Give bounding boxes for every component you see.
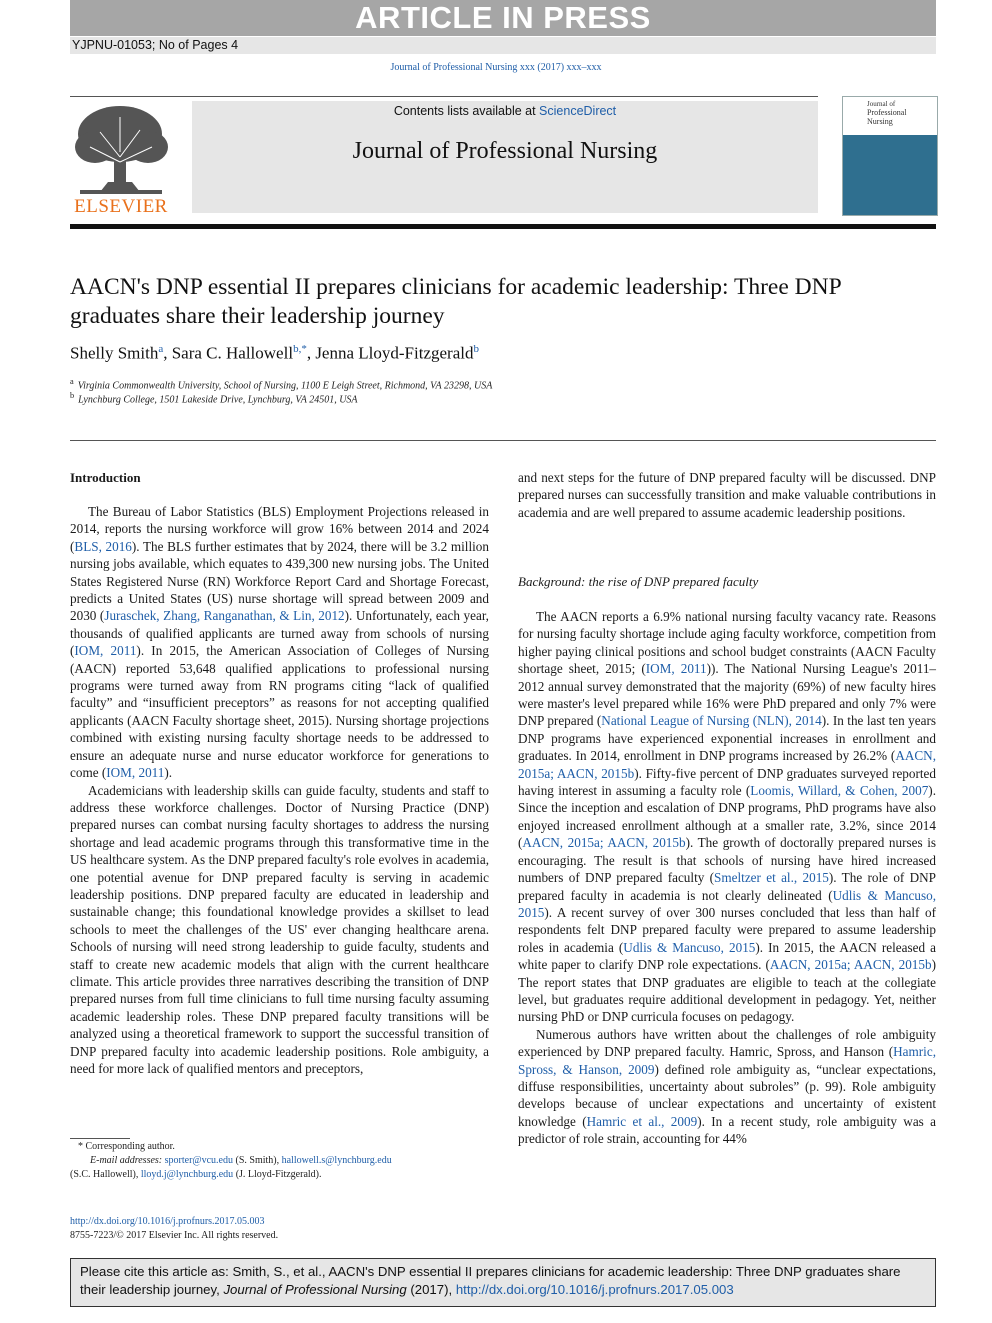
citation-link[interactable]: AACN, 2015a; AACN, 2015b (769, 957, 932, 973)
contents-prefix: Contents lists available at (393, 104, 540, 118)
document-id-bar (70, 37, 936, 54)
paragraph-text: ). In the last ten years DNP programs have experienced exponential increases in enrollment and graduates. In 2014, enrollment in DNP programs increased by 26.2% ( (518, 713, 936, 764)
email-owner: (J. Lloyd-Fitzgerald). (235, 1169, 322, 1180)
copyright-line: 8755-7223/© 2017 Elsevier Inc. All rights reserved. (70, 1230, 279, 1241)
cover-title-line-1: Journal of (867, 100, 896, 108)
email-link[interactable]: sporter@vcu.edu (164, 1155, 233, 1166)
email-addresses-cont (70, 1168, 322, 1182)
paragraph (70, 782, 489, 1078)
cover-title-line-3: Nursing (867, 117, 893, 126)
corresponding-author-label: Corresponding author. (85, 1141, 175, 1152)
affiliation-a (70, 377, 492, 391)
citation-link[interactable]: Smeltzer et al., 2015 (714, 870, 829, 886)
paragraph-text: The Bureau of Labor Statistics (BLS) Employment Projections released in 2014, reports the nursing workforce will grow 16% between 2014 and 2024 ( (70, 504, 489, 554)
citation-link[interactable]: IOM, 2011 (106, 765, 165, 781)
paragraph (518, 469, 936, 521)
citation-link[interactable]: BLS, 2016 (74, 538, 132, 554)
article-in-press-banner: ARTICLE IN PRESS (70, 0, 936, 36)
citation-link[interactable]: Hamric et al., 2009 (586, 1113, 698, 1129)
citation-link[interactable]: Udlis & Mancuso, 2015 (518, 887, 936, 920)
paragraph-text: The AACN reports a 6.9% national nursing faculty vacancy rate. Reasons for nursing faculty shortage include aging faculty workforce, competition from higher paying clinical positions and school budget constraints (AACN Faculty shortage sheet, 2015; ( (518, 609, 936, 677)
paragraph-text: ). The BLS further estimates that by 2024, there will be 3.2 million nursing jobs available, which equates to 439,300 new nursing jobs. The United States Registered Nurse (RN) Workforce Report Card and Shortage Forecast, predicts a United States (US) nurse shortage will spread between 2009 and 2030 ( (70, 538, 489, 624)
paragraph (70, 503, 489, 782)
author-name: Shelly Smith (70, 343, 159, 363)
section-heading-introduction: Introduction (70, 470, 141, 485)
left-column (70, 503, 489, 1077)
affiliation-b (70, 391, 358, 405)
paragraph-text: ). In a recent study, role ambiguity was a predictor of role strain, accounting for 44% (518, 1113, 937, 1147)
citation-link[interactable]: Loomis, Willard, & Cohen, 2007 (750, 783, 929, 799)
email-label: E-mail addresses: (90, 1155, 163, 1166)
paragraph-text: ). The role of DNP prepared faculty in academia is not clearly delineated ( (518, 870, 937, 903)
paragraph-text: Numerous authors have written about the challenges of role ambiguity experienced by DNP prepared faculty. Hamric, Spross, and Hanson ( (518, 1026, 936, 1060)
citation-link[interactable]: Juraschek, Zhang, Ranganathan, & Lin, 2012 (104, 608, 345, 624)
paragraph-text: ). Unfortunately, each year, thousands of qualified applicants are turned away from schools of nursing ( (70, 608, 489, 659)
right-column-top (518, 469, 936, 521)
footnote-rule (70, 1138, 130, 1139)
journal-reference-link[interactable]: Journal of Professional Nursing xxx (2017) xxx–xxx (390, 62, 602, 73)
affiliation-mark: a (70, 377, 74, 386)
affiliation-text: Lynchburg College, 1501 Lakeside Drive, Lynchburg, VA 24501, USA (78, 394, 358, 406)
email-owner: (S. Smith), (235, 1155, 280, 1166)
cover-title-line-2: Professional (867, 108, 907, 117)
paragraph-text: ). (164, 765, 173, 781)
citation-link[interactable]: Udlis & Mancuso, 2015 (623, 939, 756, 955)
journal-title[interactable]: Journal of Professional Nursing (352, 138, 658, 164)
citation-link[interactable]: AACN, 2015a; AACN, 2015b (518, 748, 936, 781)
footnote-mark: * (78, 1141, 83, 1152)
paragraph-text: ). Since the inception and escalation of DNP programs, PhD programs have also enjoyed increased enrollment although at a smaller rate, 3.2%, since 2014 ( (518, 783, 936, 851)
paragraph-text: ). A recent survey of over 300 nurses concluded that less than half of respondents felt DNP prepared faculty were prepared to assume leadership roles in academia ( (518, 904, 936, 955)
document-id: YJPNU-01053; No of Pages 4 (72, 38, 239, 52)
citation-link[interactable]: IOM, 2011 (74, 643, 137, 659)
paragraph-text: )). The National Nursing League's 2011–2012 annual survey demonstrated that the majority (69%) of new faculty hires were master's level prepared while 16% were PhD prepared and only 7% were DNP prepared ( (518, 661, 937, 729)
email-link[interactable]: lloyd.j@lynchburg.edu (140, 1169, 234, 1180)
author-list (70, 343, 479, 364)
paragraph (518, 608, 936, 1026)
doi-link[interactable]: http://dx.doi.org/10.1016/j.profnurs.2017.05.003 (70, 1216, 265, 1227)
paragraph-text: ). In 2015, the AACN released a white paper to clarify DNP role expectations. ( (518, 939, 936, 973)
author-affiliation-mark[interactable]: a (158, 343, 164, 355)
sciencedirect-link[interactable]: ScienceDirect (539, 104, 617, 118)
affiliation-text: Virginia Commonwealth University, School of Nursing, 1100 E Leigh Street, Richmond, VA 23298, USA (77, 380, 493, 392)
citation-doi-link[interactable]: http://dx.doi.org/10.1016/j.profnurs.2017.05.003 (455, 1282, 734, 1297)
abstract-separator-rule (70, 440, 936, 441)
author-affiliation-mark[interactable]: b,* (293, 343, 307, 355)
paragraph-text: ) The report states that DNP graduates are eligible to teach at the collegiate level, but graduates require additional development in pedagogy. Yet, neither nursing PhD or DNP curricula focuses on pedagogy. (518, 957, 936, 1025)
paragraph-text: ). The growth of doctorally prepared nurses is encouraging. The result is that schools of nursing have hired increased numbers of DNP prepared faculty ( (518, 835, 936, 886)
author-name: Jenna Lloyd-Fitzgerald (315, 343, 474, 363)
header-thick-rule (70, 224, 936, 229)
citation-link[interactable]: AACN, 2015a; AACN, 2015b (522, 835, 686, 851)
header-top-rule (70, 96, 818, 97)
citation-prefix: Please cite this article as: Smith, S., et al., AACN's DNP essential II prepares clinicians for academic leadership: Three DNP graduates share their leadership journey, (80, 1264, 901, 1297)
citation-text (80, 1263, 926, 1299)
cover-image (843, 135, 937, 215)
journal-cover-thumbnail[interactable] (842, 96, 938, 216)
author-separator: , (306, 343, 316, 363)
author-separator: , (163, 343, 172, 363)
contents-available-line (192, 104, 818, 118)
affiliation-mark: b (70, 391, 75, 400)
paragraph-text: ). In 2015, the American Association of Colleges of Nursing (AACN) reported 53,648 qualified applications to professional nursing programs were turned away from RN programs citing “lack of qualified faculty” and “insufficient preceptors” as reasons for not accepting qualified applicants (AACN Faculty shortage sheet, 2015). Nursing shortage projections combined with existing nursing faculty shortage needs to be addressed to ensure an adequate nurse and nurse educator workforce for generations to come ( (70, 643, 489, 781)
citation-link[interactable]: Hamric, Spross, & Hanson, 2009 (518, 1044, 936, 1077)
author-affiliation-mark[interactable]: b (473, 343, 479, 355)
paragraph-text: and next steps for the future of DNP prepared faculty will be discussed. DNP prepared nurses can successfully transition and make valuable contributions in academia and are well prepared to assume academic leadership positions. (518, 470, 936, 520)
citation-journal: Journal of Professional Nursing (223, 1282, 407, 1297)
cover-title (867, 101, 907, 126)
author-name: Sara C. Hallowell (171, 343, 294, 363)
email-owner: (S.C. Hallowell), (70, 1169, 139, 1180)
citation-link[interactable]: IOM, 2011 (645, 661, 707, 677)
paragraph-text: ) defined role ambiguity as, “unclear expectations, diffuse responsibilities, uncertainty about subroles” (p. 99). Role ambiguity develops because of unclear expectations and uncertainty of existent knowledge ( (518, 1061, 937, 1129)
article-title: AACN's DNP essential II prepares clinicians for academic leadership: Three DNP graduates share their leadership journey (70, 274, 841, 329)
paragraph (518, 1026, 936, 1148)
citation-link[interactable]: National League of Nursing (NLN), 2014 (601, 713, 822, 729)
right-column (518, 608, 936, 1148)
paragraph-text: Academicians with leadership skills can guide faculty, students and staff to address these workforce challenges. Doctor of Nursing Practice (DNP) prepared nurses can combat nursing faculty shortages to address the nursing shortage and lead academic programs through this transformative time in the US healthcare system. As the DNP prepared faculty's role evolves in academia, one potential avenue for DNP prepared faculty is serving in academic leadership positions. DNP prepared faculty are educated in leadership and sustainable change; this foundational knowledge provides a skillset to lead schools to meet the challenges of the US' ever changing healthcare arena. Schools of nursing will need strong leadership to guide faculty, students and staff to create new academic models that align with the current healthcare climate. This article provides three narratives describing the transition of DNP prepared nurses from full time clinicians to full time nursing faculty assuming academic leadership roles. These DNP prepared faculty transitions will be analyzed using a theoretical framework to support the successful transition of DNP prepared faculty into academic leadership positions. Role ambiguity, a need for more lack of qualified mentors and preceptors, (70, 782, 489, 1076)
email-link[interactable]: hallowell.s@lynchburg.edu (281, 1155, 392, 1166)
citation-year: (2017), (406, 1282, 456, 1297)
elsevier-wordmark[interactable]: ELSEVIER (74, 196, 168, 217)
paragraph-text: ). Fifty-five percent of DNP graduates surveyed reported having interest in assuming a faculty role ( (518, 765, 937, 799)
subsection-heading-background: Background: the rise of DNP prepared faculty (518, 574, 759, 589)
email-addresses (90, 1154, 392, 1168)
corresponding-author-note (78, 1140, 175, 1154)
